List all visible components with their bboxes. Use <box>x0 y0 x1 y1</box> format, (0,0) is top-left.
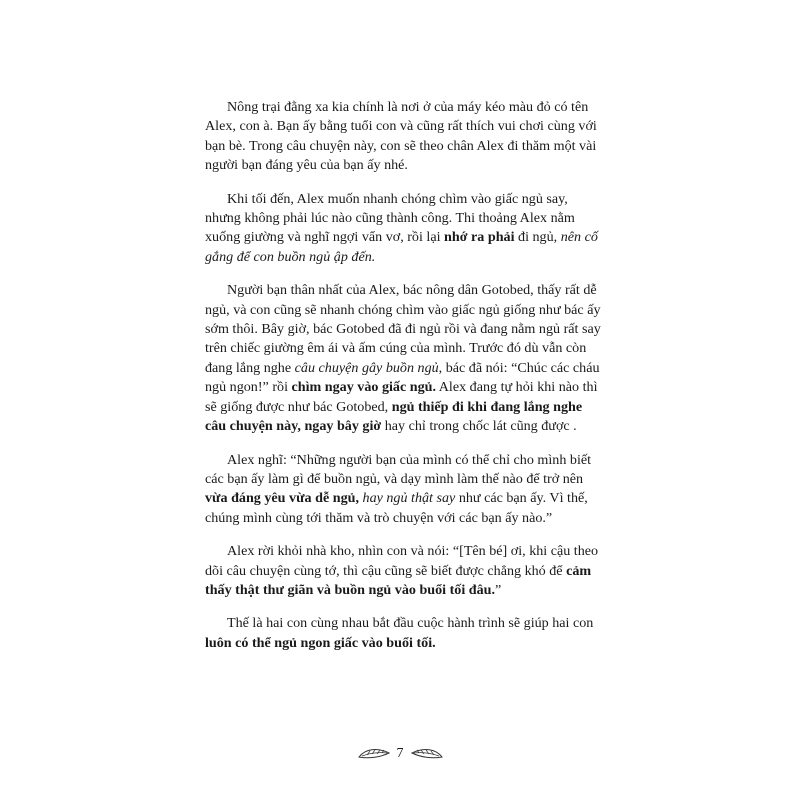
italic-text: nên cố gắng để con buồn ngủ ập đến. <box>205 229 598 265</box>
paragraph <box>205 281 605 436</box>
text-run: như các bạn ấy. Vì thế, chúng mình cùng tới thăm và trò chuyện với các bạn ấy nào.” <box>205 490 588 526</box>
paragraph <box>205 190 605 268</box>
paragraph <box>205 98 605 176</box>
bold-text: chìm ngay vào giấc ngủ. <box>291 379 436 396</box>
bold-text: ngủ thiếp đi khi đang lắng nghe câu chuyện này, ngay bây giờ <box>205 398 583 435</box>
body-text <box>205 98 605 667</box>
text-run: đi ngủ, <box>514 229 561 246</box>
paragraph <box>205 451 605 529</box>
italic-text: câu chuyện gây buồn ngủ <box>294 359 439 376</box>
text-run: Alex nghĩ: “Những người bạn của mình có thể chỉ cho mình biết các bạn ấy làm gì để buồn ngủ, và dạy mình làm thế nào để trở nên <box>205 451 592 487</box>
bold-text: vừa đáng yêu vừa dễ ngủ, <box>205 490 359 507</box>
leaf-ornament-right-icon <box>410 747 444 761</box>
page-footer <box>0 746 800 762</box>
text-run: ” <box>495 581 502 598</box>
text-run: Thế là hai con cùng nhau bắt đầu cuộc hành trình sẽ giúp hai con <box>227 615 594 632</box>
italic-text: hay ngủ thật say <box>362 490 456 507</box>
text-run: Nông trại đằng xa kia chính là nơi ở của máy kéo màu đỏ có tên Alex, con à. Bạn ấy bằng tuổi con và cũng rất thích vui chơi cùng với bạn bè. Trong câu chuyện này, con sẽ theo chân Alex đi thăm một vài người bạn đáng yêu của bạn ấy nhé. <box>205 99 597 174</box>
text-run: hay chỉ trong chốc lát cũng được . <box>381 418 577 435</box>
text-run: Alex rời khỏi nhà kho, nhìn con và nói: “[Tên bé] ơi, khi cậu theo dõi câu chuyện cùng tớ, thì cậu cũng sẽ biết được chẳng khó để <box>205 543 599 579</box>
bold-text: nhớ ra phải <box>444 229 515 246</box>
text-run: Người bạn thân nhất của Alex, bác nông dân Gotobed, thấy rất dễ ngủ, và con cũng sẽ nhanh chóng chìm vào giấc ngủ giống như bác ấy sớm thôi. Bây giờ, bác Gotobed đã đi ngủ rồi và đang nằm ngủ rất say trên chiếc giường êm ái và ấm cúng của mình. Trước đó dù vẫn còn đang lắng nghe <box>205 282 601 376</box>
text-run: Khi tối đến, Alex muốn nhanh chóng chìm vào giấc ngủ say, nhưng không phải lúc nào cũng thành công. Thi thoảng Alex nằm xuống giường và nghĩ ngợi vẩn vơ, rồi lại <box>205 190 575 246</box>
bold-text: cảm thấy thật thư giãn và buồn ngủ vào buổi tối đâu. <box>205 562 592 598</box>
text-run: Alex đang tự hỏi khi nào thì sẽ giống được như bác Gotobed, <box>205 379 598 415</box>
paragraph <box>205 614 605 653</box>
paragraph <box>205 542 605 600</box>
page-number: 7 <box>396 746 404 761</box>
bold-text: luôn có thể ngủ ngon giấc vào buổi tối. <box>205 634 436 651</box>
leaf-ornament-left-icon <box>357 747 391 761</box>
text-run: , bác đã nói: “Chúc các cháu ngủ ngon!” rồi <box>205 359 600 396</box>
